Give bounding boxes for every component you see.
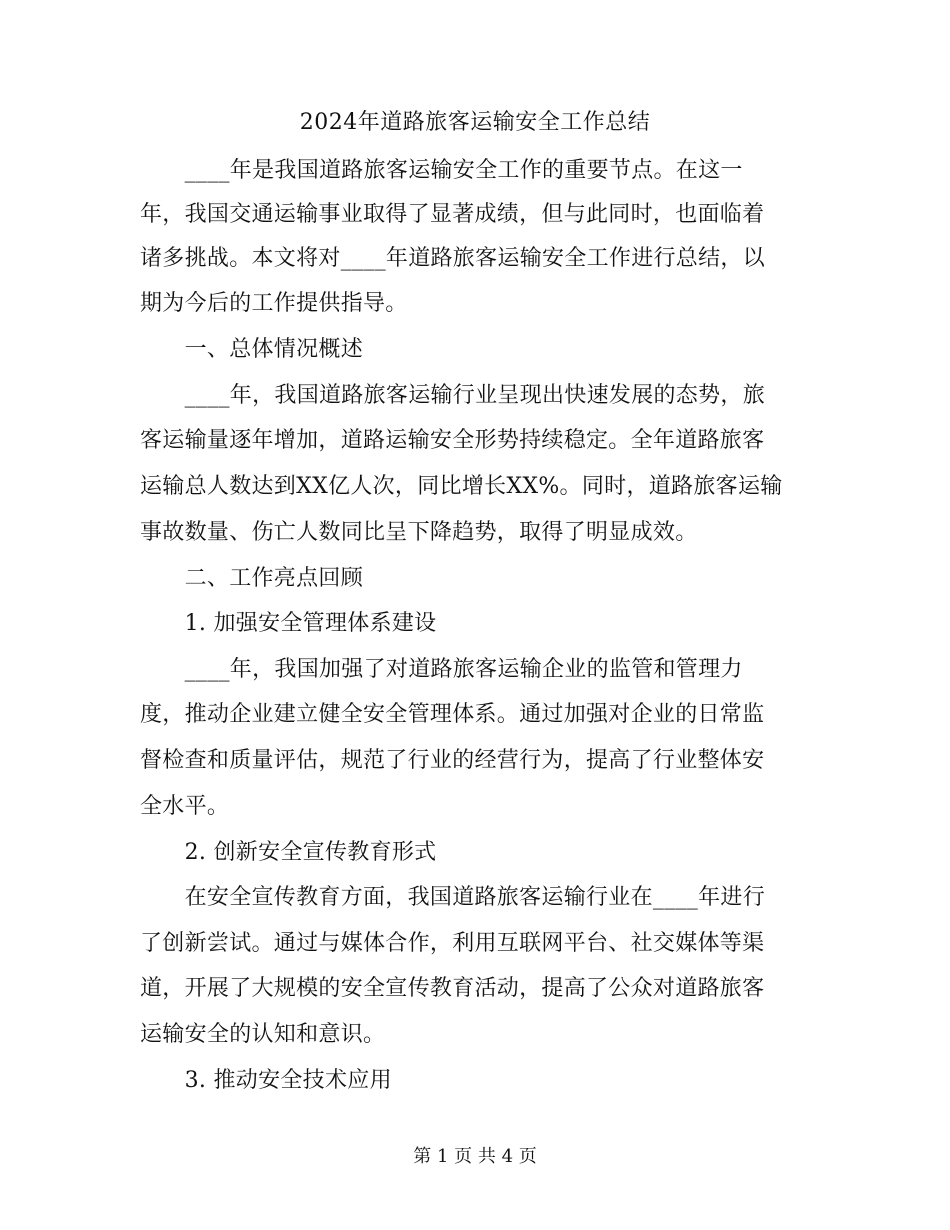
- section-heading: 一、总体情况概述: [140, 337, 364, 362]
- body-line: 运输总人数达到XX亿人次，同比增长XX%。同时，道路旅客运输: [140, 474, 783, 499]
- body-line: ____年是我国道路旅客运输安全工作的重要节点。在这一: [140, 158, 743, 183]
- body-line: 在安全宣传教育方面，我国道路旅客运输行业在____年进行: [140, 885, 766, 910]
- body-line: ____年，我国道路旅客运输行业呈现出快速发展的态势，旅: [140, 383, 766, 408]
- body-line: 事故数量、伤亡人数同比呈下降趋势，取得了明显成效。: [140, 520, 698, 545]
- body-line: 年，我国交通运输事业取得了显著成绩，但与此同时，也面临着: [140, 202, 765, 227]
- subsection-heading: 1. 加强安全管理体系建设: [140, 611, 437, 636]
- subsection-heading: 3. 推动安全技术应用: [140, 1068, 392, 1093]
- body-line: 诸多挑战。本文将对____年道路旅客运输安全工作进行总结，以: [140, 246, 766, 271]
- body-line: 运输安全的认知和意识。: [140, 1022, 386, 1047]
- body-line: 期为今后的工作提供指导。: [140, 291, 408, 316]
- body-line: 督检查和质量评估，规范了行业的经营行为，提高了行业整体安: [140, 748, 765, 773]
- section-heading: 二、工作亮点回顾: [140, 566, 364, 591]
- subsection-heading: 2. 创新安全宣传教育形式: [140, 840, 437, 865]
- page-footer: 第 1 页 共 4 页: [413, 1146, 537, 1167]
- body-line: 客运输量逐年增加，道路运输安全形势持续稳定。全年道路旅客: [140, 428, 765, 453]
- body-line: 了创新尝试。通过与媒体合作，利用互联网平台、社交媒体等渠: [140, 931, 765, 956]
- document-title: 2024年道路旅客运输安全工作总结: [299, 110, 651, 135]
- body-line: 全水平。: [140, 794, 230, 819]
- body-line: 度，推动企业建立健全安全管理体系。通过加强对企业的日常监: [140, 702, 765, 727]
- body-line: ____年，我国加强了对道路旅客运输企业的监管和管理力: [140, 657, 743, 682]
- body-line: 道，开展了大规模的安全宣传教育活动，提高了公众对道路旅客: [140, 976, 765, 1001]
